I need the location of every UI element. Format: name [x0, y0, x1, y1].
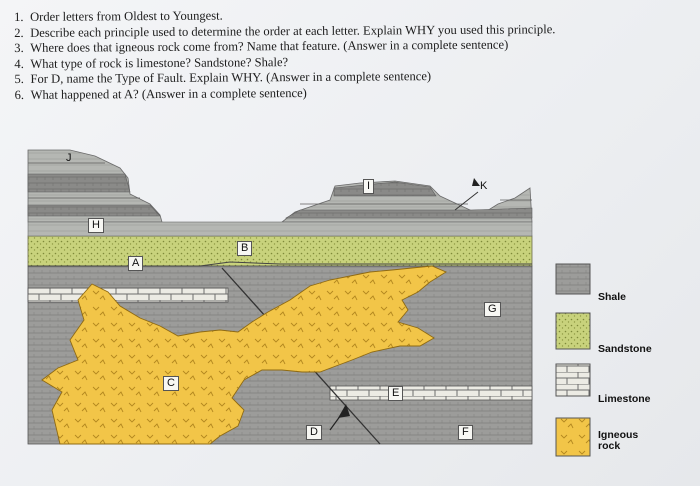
legend-sandstone-swatch — [556, 313, 590, 349]
question-3: 3. Where does that igneous rock come from? Name that feature. (Answer in a complete sentence) — [14, 37, 509, 56]
k-pointer — [455, 192, 478, 210]
legend-limestone-label: Limestone — [598, 393, 651, 405]
label-e: E — [388, 386, 403, 401]
legend-shale-swatch — [556, 264, 590, 294]
limestone-bed-right — [330, 386, 532, 400]
legend-sandstone-label: Sandstone — [598, 343, 652, 355]
label-d: D — [306, 425, 322, 440]
legend-igneous-label: Igneous rock — [598, 429, 639, 452]
label-j: J — [66, 152, 72, 164]
label-b: B — [237, 241, 252, 256]
question-2: 2. Describe each principle used to determine the order at each letter. Explain WHY you used this principle. — [14, 21, 556, 40]
legend-shale-label: Shale — [598, 291, 627, 303]
question-5: 5. For D, name the Type of Fault. Explain WHY. (Answer in a complete sentence) — [14, 69, 432, 87]
sandstone-layer — [28, 236, 532, 266]
label-i: I — [363, 179, 374, 194]
limestone-bed-left — [28, 288, 228, 302]
label-k: K — [480, 180, 488, 192]
hill-j-shale-band-2 — [28, 205, 160, 216]
hill-j-shale-band — [28, 174, 130, 192]
label-a: A — [128, 256, 143, 271]
label-h: H — [88, 218, 104, 233]
question-6: 6. What happened at A? (Answer in a complete sentence) — [14, 85, 307, 102]
label-c: C — [163, 376, 179, 391]
legend-igneous-swatch — [556, 418, 590, 456]
question-1: 1. Order letters from Oldest to Youngest. — [14, 8, 223, 24]
label-f: F — [458, 425, 473, 440]
question-4: 4. What type of rock is limestone? Sandstone? Shale? — [14, 54, 289, 71]
legend-limestone-swatch — [556, 364, 590, 396]
label-g: G — [484, 302, 501, 317]
